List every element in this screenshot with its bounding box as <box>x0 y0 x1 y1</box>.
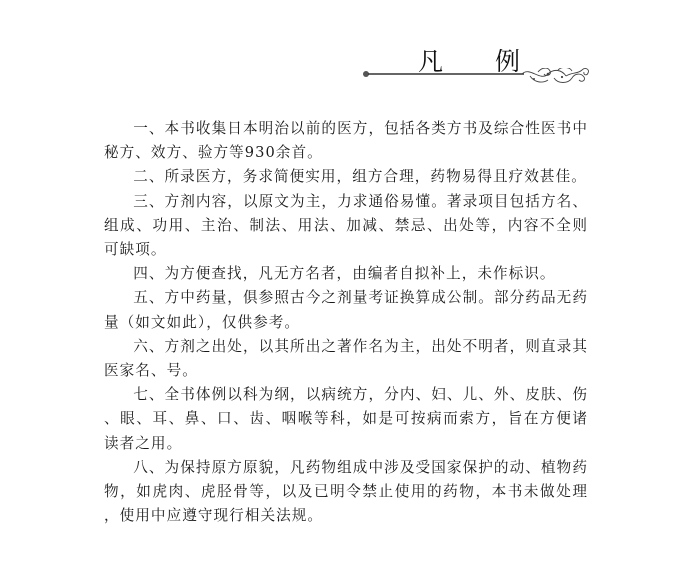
note-item-8: 八、为保持原方原貌，凡药物组成中涉及受国家保护的动、植物药物，如虎肉、虎胫骨等，以及已明令禁止使用的药物，本书未做处理，使用中应遵守现行相关法规。 <box>104 458 588 525</box>
note-item-1: 一、本书收集日本明治以前的医方，包括各类方书及综合性医书中秘方、效方、验方等930余首。 <box>104 120 588 162</box>
note-item-2: 二、所录医方，务求简便实用，组方合理，药物易得且疗效甚佳。 <box>133 168 587 186</box>
note-item-6: 六、方剂之出处，以其所出之著作名为主，出处不明者，则直录其医家名、号。 <box>104 337 588 380</box>
page-title: 凡 例 <box>418 47 542 76</box>
page-header <box>362 38 592 88</box>
notes-body <box>104 117 588 528</box>
note-item-4: 四、为方便查找，凡无方名者，由编者自拟补上，未作标识。 <box>133 265 556 283</box>
floral-flourish-icon <box>522 68 588 83</box>
note-item-3: 三、方剂内容，以原文为主，力求通俗易懂。著录项目包括方名、组成、功用、主治、制法、用法、加减、禁忌、出处等，内容不全则可缺项。 <box>104 192 588 259</box>
header-rule <box>362 68 594 88</box>
note-item-5: 五、方中药量，俱参照古今之剂量考证换算成公制。部分药品无药量（如文如此），仅供参考。 <box>104 289 588 331</box>
note-item-7: 七、全书体例以科为纲，以病统方，分内、妇、儿、外、皮肤、伤、眼、耳、鼻、口、齿、咽喉等科，如是可按病而索方，旨在方便诸读者之用。 <box>104 386 588 452</box>
